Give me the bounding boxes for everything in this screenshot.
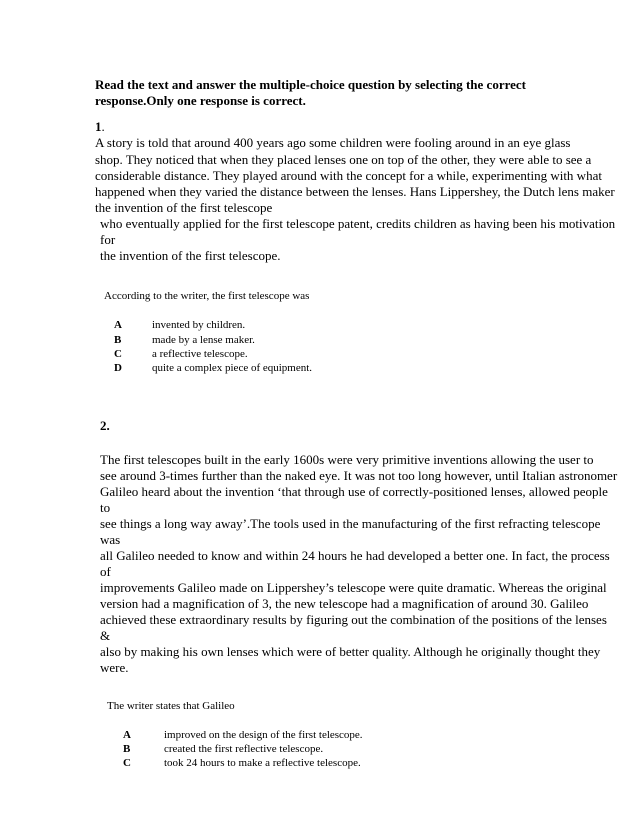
question-2-passage-line: improvements Galileo made on Lippershey’s telescope were quite dramatic. Whereas the original	[100, 580, 607, 595]
option-text[interactable]: made by a lense maker.	[152, 334, 255, 346]
option-text[interactable]: created the first reflective telescope.	[164, 743, 324, 755]
option-text[interactable]: improved on the design of the first telescope.	[164, 729, 363, 741]
question-1-passage-line: who eventually applied for the first telescope patent, credits children as having been his motivation	[100, 216, 616, 231]
option-text[interactable]: quite a complex piece of equipment.	[152, 362, 313, 374]
option-letter[interactable]: D	[114, 362, 122, 374]
question-2-passage-line: also by making his own lenses which were of better quality. Although he originally thought they	[100, 644, 601, 659]
option-letter[interactable]: A	[123, 729, 131, 741]
question-2-passage-line: achieved these extraordinary results by figuring out the combination of the positions of the lenses	[100, 612, 607, 627]
question-2-number: 2.	[100, 418, 110, 433]
question-2-passage-line: Galileo heard about the invention ‘that through use of correctly-positioned lenses, allowed people	[100, 484, 608, 499]
question-2-passage-line: version had a magnification of 3, the new telescope had a magnification of around 30. Galileo	[100, 596, 589, 611]
question-2-passage-line: see things a long way away’.The tools used in the manufacturing of the first refracting telescope	[100, 516, 601, 531]
question-2-passage-line: The first telescopes built in the early 1600s were very primitive inventions allowing the user to	[100, 452, 594, 467]
question-2-passage-line: was	[100, 532, 121, 547]
question-1-number-dot: .	[101, 119, 105, 134]
question-1-passage-line: for	[100, 232, 116, 247]
question-2-passage-line: were.	[100, 660, 129, 675]
option-text[interactable]: a reflective telescope.	[152, 348, 248, 360]
question-1-passage-line: happened when they varied the distance between the lenses. Hans Lippershey, the Dutch lens maker	[95, 184, 615, 199]
question-1-passage-line: considerable distance. They played around with the concept for a while, experimenting with what	[95, 168, 602, 183]
option-text[interactable]: took 24 hours to make a reflective telescope.	[164, 757, 361, 769]
question-2-passage-line: &	[100, 628, 111, 643]
instructions-line-2: response.Only one response is correct.	[95, 93, 306, 108]
question-2-passage-line: see around 3-times further than the naked eye. It was not too long however, until Italian astronomer	[100, 468, 618, 483]
option-letter[interactable]: B	[114, 334, 122, 346]
option-text[interactable]: invented by children.	[152, 319, 246, 331]
option-letter[interactable]: A	[114, 319, 122, 331]
question-2-passage-line: to	[100, 500, 111, 515]
question-2-passage-line: of	[100, 564, 111, 579]
question-1-number-digit: 1	[95, 119, 102, 134]
question-2-stem: The writer states that Galileo	[107, 700, 235, 712]
option-letter[interactable]: B	[123, 743, 131, 755]
question-1-passage-line: the invention of the first telescope.	[100, 248, 281, 263]
option-letter[interactable]: C	[123, 757, 131, 769]
question-1-passage-line: A story is told that around 400 years ago some children were fooling around in an eye glass	[95, 135, 571, 150]
question-2-passage-line: all Galileo needed to know and within 24 hours he had developed a better one. In fact, the process	[100, 548, 610, 563]
option-letter[interactable]: C	[114, 348, 122, 360]
question-1-number	[95, 119, 105, 135]
question-1-passage-line: shop. They noticed that when they placed lenses one on top of the other, they were able to see a	[95, 152, 592, 167]
question-1-passage-line: the invention of the first telescope	[95, 200, 273, 215]
instructions-line-1: Read the text and answer the multiple-choice question by selecting the correct	[95, 77, 526, 92]
question-1-stem: According to the writer, the first telescope was	[104, 290, 310, 302]
